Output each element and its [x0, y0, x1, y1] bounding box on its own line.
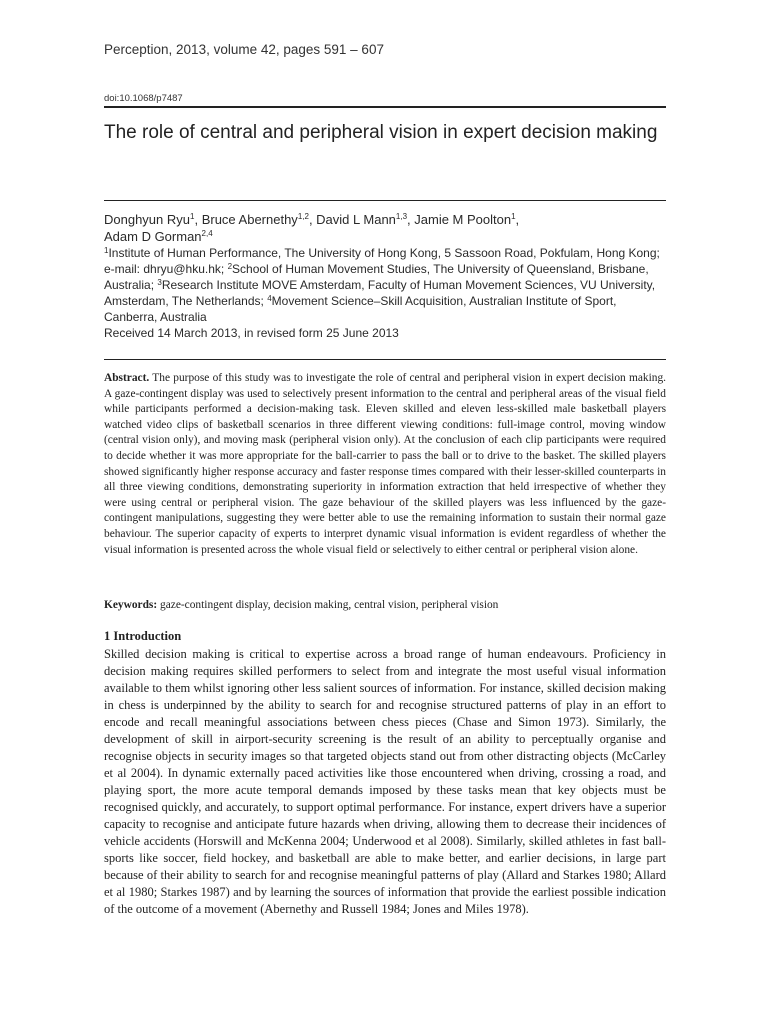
abstract	[104, 371, 666, 558]
abstract-rule	[104, 359, 666, 360]
author-affiliation-marker: 2,4	[201, 229, 213, 238]
paper-title: The role of central and peripheral vision in expert decision making	[104, 122, 658, 143]
affiliation-text: Institute of Human Performance, The University of Hong Kong, 5 Sassoon Road, Pokfulam, Hong Kong; e-mail: dhryu@hku.hk;	[104, 246, 660, 276]
affiliation-marker: 3	[157, 278, 162, 287]
affiliation-marker: 4	[267, 294, 272, 303]
author-affiliation-marker: 1,2	[297, 212, 309, 221]
section-heading-introduction: 1 Introduction	[104, 629, 182, 643]
author-name: David L Mann	[316, 212, 396, 227]
header-rule	[104, 106, 666, 108]
introduction-body: Skilled decision making is critical to expertise across a broad range of human endeavours. Proficiency in decision making requires skilled performers to select from and integrate the most useful visual information available to them whilst ignoring other less salient sources of information. For instance, skilled decision making in chess is underpinned by the ability to search for and recognise structured patterns of play in an effort to encode and recall meaningful associations between chess pieces (Chase and Simon 1973). Similarly, the development of skill in airport-security screening is the result of an ability to perceptually organise and recognise objects in security images so that targeted objects stand out from other distracting objects (McCarley et al 2004). In dynamic externally paced activities like those encountered when driving, crossing a road, and playing sport, the more acute temporal demands imposed by these tasks mean that key objects must be recognised quickly, and accurately, to support optimal performance. For instance, expert drivers have a superior capacity to recognise and anticipate future hazards when driving, allowing them to decrease their incidences of vehicle accidents (Horswill and McKenna 2004; Underwood et al 2008). Similarly, skilled athletes in fast ball-sports like soccer, field hockey, and basketball are able to make better, and earlier decisions, in large part because of their ability to search for and recognise meaningful patterns of play (Allard and Starkes 1980; Allard et al 1980; Starkes 1987) and by learning the sources of information that provide the earliest possible indication of the outcome of a movement (Abernethy and Russell 1984; Jones and Miles 1978).	[104, 647, 666, 916]
author-affiliation-marker: 1,3	[395, 212, 408, 221]
author-name: Bruce Abernethy	[201, 212, 298, 227]
affiliation-text: Research Institute MOVE Amsterdam, Faculty of Human Movement Sciences, VU University, Amsterdam, The Netherlands;	[104, 278, 656, 308]
abstract-label: Abstract.	[104, 372, 150, 384]
author-list: Donghyun Ryu$^1$, Bruce Abernethy$^{1,2}$, David L Mann$^{1,3}$, Jamie M Poolton$^1$, Adam D Gorman$^{2,4}$	[104, 212, 520, 244]
keywords-text: gaze-contingent display, decision making, central vision, peripheral vision	[160, 599, 499, 611]
affiliations	[104, 245, 666, 341]
journal-citation: Perception, 2013, volume 42, pages 591 – 607	[104, 42, 384, 57]
author-name: Donghyun Ryu	[104, 212, 190, 227]
affiliation-text: Movement Science–Skill Acquisition, Australian Institute of Sport, Canberra, Australia	[104, 294, 617, 324]
doi: doi:10.1068/p7487	[104, 93, 183, 104]
affiliation-marker: 2	[227, 262, 233, 271]
received-date: Received 14 March 2013, in revised form 25 June 2013	[104, 326, 399, 340]
keywords	[104, 598, 666, 613]
author-name: Jamie M Poolton	[414, 212, 512, 227]
affiliation-marker: 1	[104, 246, 109, 255]
abstract-text: The purpose of this study was to investigate the role of central and peripheral vision in expert decision making. A gaze-contingent display was used to selectively present information to the central and peripheral areas of the visual field while participants performed a decision-making task. Eleven skilled and eleven less-skilled male basketball players watched video clips of basketball scenarios in three different viewing conditions: full-image control, moving window (central vision only), and moving mask (peripheral vision only). At the conclusion of each clip participants were required to decide whether it was more appropriate for the ball-carrier to pass the ball or to drive to the basket. The skilled players showed significantly higher response accuracy and faster response times compared with their lesser-skilled counterparts in all three viewing conditions, demonstrating superiority in information extraction that held irrespective of whether they were using central or peripheral vision. The gaze behaviour of the skilled players was less influenced by the gaze-contingent manipulations, suggesting they were better able to use the remaining information to sustain their normal gaze behaviour. The superior capacity of experts to interpret dynamic visual information is evident regardless of whether the visual information is presented across the whole visual field or selectively to either central or peripheral vision alone.	[104, 372, 666, 556]
author-affiliation-marker: 1	[511, 212, 516, 221]
title-rule	[104, 200, 666, 201]
author-affiliation-marker: 1	[190, 212, 195, 221]
author-name: Adam D Gorman	[104, 229, 202, 244]
affiliation-text: School of Human Movement Studies, The University of Queensland, Brisbane, Australia;	[104, 262, 649, 292]
keywords-label: Keywords:	[104, 599, 158, 611]
